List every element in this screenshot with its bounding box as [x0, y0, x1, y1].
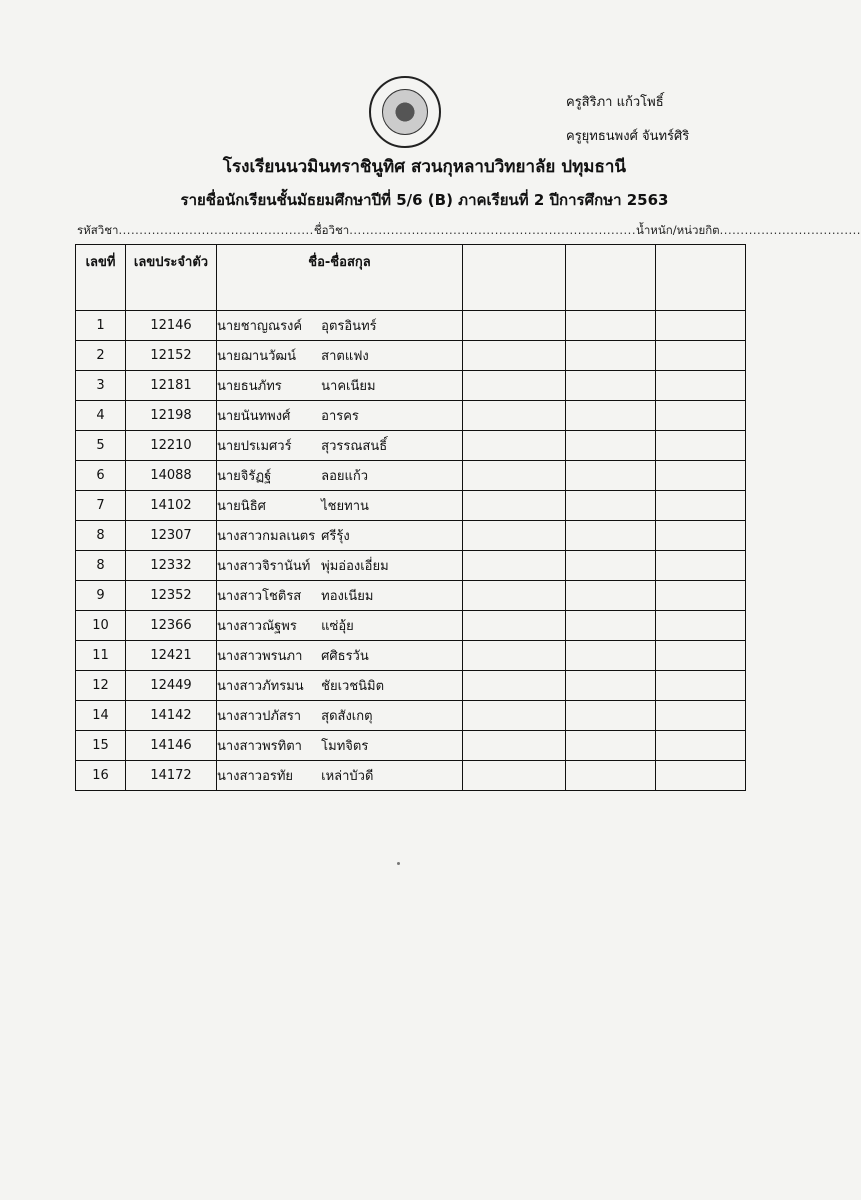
row-number: 3 [76, 371, 126, 401]
blank-cell [656, 461, 746, 491]
table-row [76, 551, 746, 581]
student-name [217, 491, 463, 521]
student-name [217, 641, 463, 671]
header-blank-3 [656, 245, 746, 311]
table-row [76, 431, 746, 461]
subject-code-label: รหัสวิชา [77, 223, 119, 237]
student-id: 12449 [126, 671, 217, 701]
blank-cell [656, 401, 746, 431]
student-id: 12352 [126, 581, 217, 611]
blank-cell [566, 731, 656, 761]
blank-cell [463, 581, 566, 611]
first-name: นายฌานวัฒน์ [217, 349, 297, 364]
student-name [217, 731, 463, 761]
header-student-id: เลขประจำตัว [126, 245, 217, 311]
blank-cell [656, 431, 746, 461]
subject-name-label: ชื่อวิชา [313, 223, 350, 237]
header-full-name: ชื่อ-ชื่อสกุล [217, 245, 463, 311]
row-number: 11 [76, 641, 126, 671]
school-name: โรงเรียนนวมินทราชินูทิศ สวนกุหลาบวิทยาลัย ปทุมธานี [222, 157, 627, 177]
blank-cell [566, 461, 656, 491]
student-id: 12366 [126, 611, 217, 641]
first-name: นางสาวปภัสรา [217, 709, 302, 724]
table-row [76, 611, 746, 641]
blank-cell [463, 611, 566, 641]
student-name [217, 761, 463, 791]
table-row [76, 761, 746, 791]
first-name: นายนิธิศ [217, 499, 266, 514]
table-row [76, 461, 746, 491]
row-number: 10 [76, 611, 126, 641]
first-name: นายชาญณรงค์ [217, 319, 303, 334]
last-name: สาตแฟง [321, 349, 369, 364]
row-number: 6 [76, 461, 126, 491]
last-name: ชัยเวชนิมิต [321, 679, 385, 694]
blank-cell [656, 701, 746, 731]
row-number: 8 [76, 551, 126, 581]
blank-cell [656, 641, 746, 671]
blank-cell [566, 701, 656, 731]
header-blank-2 [566, 245, 656, 311]
student-id: 12332 [126, 551, 217, 581]
table-row [76, 491, 746, 521]
blank-cell [463, 431, 566, 461]
blank-cell [656, 611, 746, 641]
first-name: นางสาวภัทรมน [217, 679, 304, 694]
student-id: 12198 [126, 401, 217, 431]
student-id: 12146 [126, 311, 217, 341]
blank-cell [566, 341, 656, 371]
student-name [217, 521, 463, 551]
student-id: 12210 [126, 431, 217, 461]
blank-cell [463, 521, 566, 551]
blank-cell [656, 581, 746, 611]
blank-cell [463, 701, 566, 731]
row-number: 14 [76, 701, 126, 731]
emblem-center [382, 89, 428, 135]
table-row [76, 521, 746, 551]
blank-cell [566, 761, 656, 791]
student-id: 12181 [126, 371, 217, 401]
table-row [76, 581, 746, 611]
teacher-names [566, 86, 689, 154]
blank-cell [463, 671, 566, 701]
blank-cell [463, 551, 566, 581]
blank-cell [463, 341, 566, 371]
blank-cell [656, 551, 746, 581]
blank-cell [656, 521, 746, 551]
blank-cell [463, 731, 566, 761]
blank-cell [566, 551, 656, 581]
credit-label: น้ำหนัก/หน่วยกิต [635, 223, 720, 237]
student-name [217, 371, 463, 401]
blank-cell [463, 311, 566, 341]
first-name: นายนันทพงศ์ [217, 409, 291, 424]
header-blank-1 [463, 245, 566, 311]
blank-cell [566, 491, 656, 521]
blank-cell [566, 401, 656, 431]
student-id: 14146 [126, 731, 217, 761]
table-row [76, 701, 746, 731]
row-number: 2 [76, 341, 126, 371]
row-number: 15 [76, 731, 126, 761]
student-name [217, 551, 463, 581]
table-body [76, 311, 746, 791]
first-name: นางสาวพรนภา [217, 649, 303, 664]
header-number: เลขที่ [76, 245, 126, 311]
last-name: ทองเนียม [321, 589, 374, 604]
row-number: 12 [76, 671, 126, 701]
last-name: อุตรอินทร์ [321, 319, 377, 334]
student-name [217, 311, 463, 341]
student-id: 14172 [126, 761, 217, 791]
last-name: สุดสังเกตุ [321, 709, 373, 724]
row-number: 1 [76, 311, 126, 341]
row-number: 4 [76, 401, 126, 431]
blank-cell [656, 761, 746, 791]
first-name: นางสาวกมลเนตร [217, 529, 316, 544]
table-row [76, 311, 746, 341]
school-emblem [369, 76, 441, 148]
student-name [217, 701, 463, 731]
student-id: 12307 [126, 521, 217, 551]
last-name: แซ่อุ้ย [321, 619, 354, 634]
student-id: 14102 [126, 491, 217, 521]
blank-cell [463, 491, 566, 521]
blank-cell [463, 371, 566, 401]
table-header-row [76, 245, 746, 311]
blank-cell [463, 461, 566, 491]
student-name [217, 611, 463, 641]
last-name: ศรีรุ้ง [321, 529, 350, 544]
student-id: 14088 [126, 461, 217, 491]
row-number: 16 [76, 761, 126, 791]
student-name [217, 461, 463, 491]
student-id: 12421 [126, 641, 217, 671]
list-title: รายชื่อนักเรียนชั้นมัธยมศึกษาปีที่ 5/6 (B) ภาคเรียนที่ 2 ปีการศึกษา 2563 [180, 191, 669, 209]
blank-cell [656, 491, 746, 521]
first-name: นางสาวอรทัย [217, 769, 294, 784]
blank-cell [566, 581, 656, 611]
first-name: นายจิรัฏฐ์ [217, 469, 272, 484]
blank-cell [656, 311, 746, 341]
student-id: 12152 [126, 341, 217, 371]
last-name: โมทจิตร [321, 739, 369, 754]
subject-fields: รหัสวิชา...............................................ชื่อวิชา.....................................................................น้ำหนัก/หน่วยกิต.................................. [77, 223, 861, 237]
blank-cell [463, 761, 566, 791]
last-name: นาคเนียม [321, 379, 376, 394]
last-name: พุ่มอ่องเอี่ยม [321, 559, 389, 574]
blank-cell [463, 401, 566, 431]
last-name: สุวรรณสนธิ์ [321, 439, 388, 454]
table-row [76, 641, 746, 671]
student-name [217, 431, 463, 461]
last-name: ศศิธรวัน [321, 649, 369, 664]
student-id: 14142 [126, 701, 217, 731]
table-row [76, 401, 746, 431]
table-row [76, 731, 746, 761]
teacher-name-2: ครูยุทธนพงศ์ จันทร์ศิริ [566, 129, 690, 144]
first-name: นายปรเมศวร์ [217, 439, 292, 454]
last-name: ลอยแก้ว [321, 469, 369, 484]
last-name: ไชยทาน [321, 499, 369, 514]
blank-cell [656, 371, 746, 401]
first-name: นายธนภัทร [217, 379, 282, 394]
blank-cell [566, 641, 656, 671]
student-name [217, 401, 463, 431]
blank-cell [463, 641, 566, 671]
blank-cell [566, 431, 656, 461]
blank-cell [656, 671, 746, 701]
blank-cell [566, 671, 656, 701]
blank-cell [656, 341, 746, 371]
scan-speck [397, 862, 400, 865]
first-name: นางสาวพรทิตา [217, 739, 302, 754]
student-name [217, 581, 463, 611]
table-row [76, 341, 746, 371]
first-name: นางสาวโชติรส [217, 589, 302, 604]
last-name: เหล่าบัวดี [321, 769, 374, 784]
row-number: 5 [76, 431, 126, 461]
blank-cell [656, 731, 746, 761]
blank-cell [566, 311, 656, 341]
first-name: นางสาวจิรานันท์ [217, 559, 311, 574]
row-number: 7 [76, 491, 126, 521]
student-name [217, 671, 463, 701]
student-roster-table [75, 244, 746, 791]
blank-cell [566, 371, 656, 401]
blank-cell [566, 521, 656, 551]
teacher-name-1: ครูสิริภา แก้วโพธิ์ [566, 95, 664, 110]
student-name [217, 341, 463, 371]
table-row [76, 371, 746, 401]
row-number: 9 [76, 581, 126, 611]
last-name: อารคร [321, 409, 359, 424]
blank-cell [566, 611, 656, 641]
table-row [76, 671, 746, 701]
first-name: นางสาวณัฐพร [217, 619, 297, 634]
row-number: 8 [76, 521, 126, 551]
